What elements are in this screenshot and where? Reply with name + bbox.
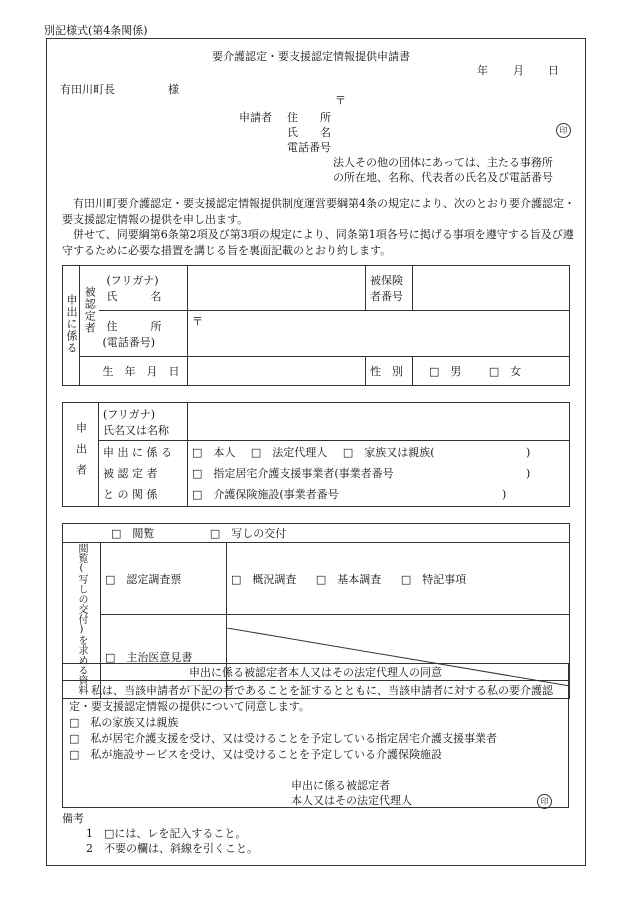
- insured-person-table: [62, 265, 570, 386]
- consent-body: [63, 681, 569, 808]
- consent-seal: 印: [537, 793, 552, 809]
- relation-legal-rep-checkbox[interactable]: □ 法定代理人: [250, 446, 328, 459]
- insured-address-input[interactable]: [188, 311, 570, 357]
- page-title: 要介護認定・要支援認定情報提供申請書: [212, 50, 410, 63]
- relation-label-1: 申 出 に 係 る: [103, 446, 172, 459]
- copy-checkbox[interactable]: □ 写しの交付: [209, 527, 287, 540]
- applicant-address-label: 住 所: [287, 111, 331, 124]
- insured-sex-options: [413, 357, 570, 386]
- remarks-title: 備考: [62, 812, 84, 825]
- relation-options-cell: [188, 441, 570, 507]
- insured-name-label: 氏 名: [106, 290, 162, 303]
- relation-family-close: ): [526, 446, 531, 459]
- consent-table: [62, 663, 569, 808]
- materials-side-label: 閲覧(写しの交付)を求める資料: [63, 543, 101, 699]
- insured-name-input[interactable]: [188, 266, 366, 311]
- sex-male-checkbox[interactable]: □ 男: [429, 365, 462, 378]
- consent-title: 申出に係る被認定者本人又はその法定代理人の同意: [63, 664, 569, 681]
- requester-side-label: 申出者: [63, 403, 99, 507]
- relation-label-2: 被 認 定 者: [103, 467, 158, 480]
- insurance-number-label-1: 被保険: [370, 274, 403, 287]
- insured-birth-input[interactable]: [188, 357, 366, 386]
- body-paragraph-1: 有田川町要介護認定・要支援認定情報提供制度運営要綱第4条の規定により、次のとおり要介護認定・要支援認定情報の提供を申し出ます。: [62, 197, 575, 226]
- applicant-postal-mark: 〒: [335, 94, 346, 107]
- survey-overview-checkbox[interactable]: □ 概況調査: [231, 572, 297, 586]
- addressee-name: 有田川町長: [60, 83, 115, 96]
- form-number: 別記様式(第4条関係): [44, 24, 148, 37]
- insured-inner-label: 被認定者: [80, 266, 99, 357]
- relation-label-cell: [99, 441, 188, 507]
- addressee-honorific: 様: [168, 83, 179, 96]
- consent-sign-line1: 申出に係る被認定者: [291, 779, 390, 792]
- body-paragraph-2: 併せて、同要綱第6条第2項及び第3項の規定により、同条第1項各号に掲げる事項を遵守する旨及び遵守するために必要な措置を講じる旨を裏面記載のとおり約します。: [62, 228, 574, 257]
- consent-item-care-office[interactable]: □ 私が居宅介護支援を受け、又は受けることを予定している指定居宅介護支援事業者: [69, 732, 497, 745]
- relation-facility-close: ): [502, 488, 507, 501]
- date-day: 日: [548, 64, 559, 77]
- view-checkbox[interactable]: □ 閲覧: [111, 527, 155, 540]
- insurance-number-label-cell: [366, 266, 413, 311]
- applicant-note-line2: の所在地、名称、代表者の氏名及び電話番号: [333, 171, 553, 184]
- date-year: 年: [477, 64, 488, 77]
- insured-sex-label: 性 別: [366, 357, 413, 386]
- insured-address-label: 住 所: [106, 319, 162, 333]
- date-month: 月: [513, 64, 524, 77]
- consent-item-facility[interactable]: □ 私が施設サービスを受け、又は受けることを予定している介護保険施設: [69, 748, 442, 761]
- relation-facility-checkbox[interactable]: □ 介護保険施設(事業者番号: [192, 488, 339, 501]
- applicant-phone-label: 電話番号: [287, 141, 331, 154]
- insurance-number-input[interactable]: [413, 266, 570, 311]
- requester-name-label-cell: [99, 403, 188, 441]
- insured-furigana-label: (フリガナ): [106, 274, 159, 287]
- relation-care-office-close: ): [526, 467, 531, 480]
- relation-family-checkbox[interactable]: □ 家族又は親族(: [342, 446, 435, 459]
- requester-furigana-label: (フリガナ): [103, 407, 156, 421]
- insurance-number-label-2: 者番号: [370, 290, 403, 303]
- requester-name-input[interactable]: [188, 403, 570, 441]
- insured-name-label-cell: [99, 266, 188, 311]
- insured-birth-spacer: [80, 357, 99, 386]
- remarks-item-1: 1 □には、レを記入すること。: [86, 827, 247, 840]
- consent-sign-line2: 本人又はその法定代理人: [291, 794, 412, 807]
- insured-birth-label: 生 年 月 日: [99, 357, 188, 386]
- applicant-seal: 印: [556, 123, 571, 138]
- requester-table: [62, 402, 570, 507]
- survey-special-checkbox[interactable]: □ 特記事項: [400, 572, 467, 586]
- consent-text: 私は、当該申請者が下記の者であることを証するとともに、当該申請者に対する私の要介護認定・要支援認定情報の提供について同意します。: [69, 684, 553, 713]
- sex-female-checkbox[interactable]: □ 女: [488, 365, 522, 378]
- relation-label-3: と の 関 係: [103, 488, 158, 501]
- insured-address-label-cell: [99, 311, 188, 357]
- applicant-note-line1: 法人その他の団体にあっては、主たる事務所: [333, 156, 553, 169]
- survey-form-checkbox[interactable]: □ 認定調査票: [101, 543, 227, 615]
- requester-name-label: 氏名又は名称: [103, 423, 169, 437]
- survey-basic-checkbox[interactable]: □ 基本調査: [315, 572, 382, 586]
- relation-care-office-checkbox[interactable]: □ 指定居宅介護支援事業者(事業者番号: [192, 467, 394, 480]
- doctor-opinion-checkbox[interactable]: □ 主治医意見書: [101, 615, 227, 699]
- insured-phone-label: (電話番号): [102, 335, 156, 349]
- remarks-item-2: 2 不要の欄は、斜線を引くこと。: [86, 842, 258, 855]
- survey-sub-options: [227, 543, 570, 615]
- relation-self-checkbox[interactable]: □ 本人: [192, 446, 236, 459]
- consent-item-family[interactable]: □ 私の家族又は親族: [69, 716, 179, 729]
- insured-postal-mark: 〒: [192, 315, 203, 328]
- view-copy-row: [63, 524, 570, 543]
- insured-outer-label: 申出に係る: [63, 266, 80, 386]
- applicant-name-label: 氏 名: [287, 126, 331, 139]
- applicant-label: 申請者: [239, 111, 272, 124]
